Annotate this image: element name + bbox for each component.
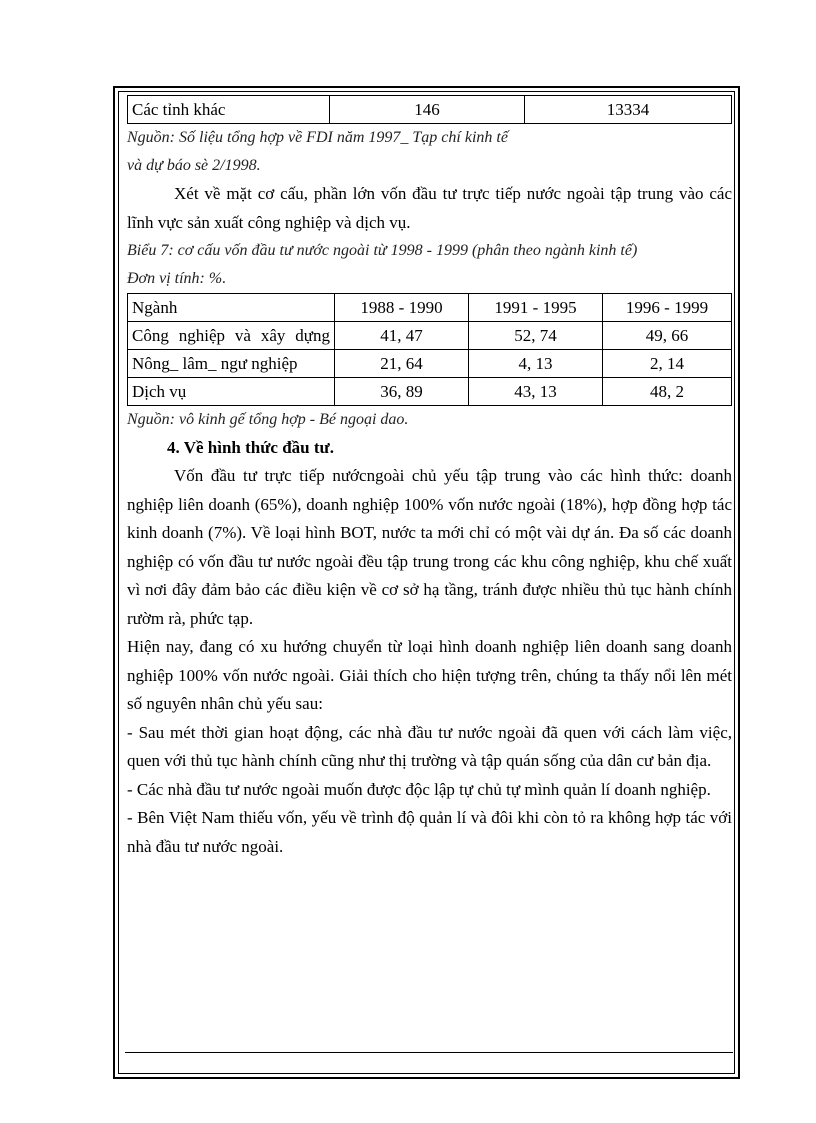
header-1996-1999: 1996 - 1999 [603,294,732,322]
value-cell: 48, 2 [603,378,732,406]
project-count-cell: 146 [330,96,525,124]
bullet-item: - Sau mét thời gian hoạt động, các nhà đầu tư nước ngoài đã quen với cách làm việc, quen với thủ tục hành chính cũng như thị trường và tập quán sống của dân cư bản địa. [127,722,732,770]
source-note-2: Nguồn: vô kinh gế tổng hợp - Bé ngoại dao. [127,411,409,428]
table-row [128,96,732,124]
source-note-1a: Nguồn: Số liệu tổng hợp về FDI năm 1997_ Tạp chí kinh tế [127,129,508,146]
table-row [128,322,732,350]
paragraph-trend: Hiện nay, đang có xu hướng chuyển từ loại hình doanh nghiệp liên doanh sang doanh nghiệp 100% vốn nước ngoài. Giải thích cho hiện tượng trên, chúng ta thấy nổi lên mét số nguyên nhân chủ yếu sau: [127,637,732,713]
paragraph-structure: Xét về mặt cơ cấu, phần lớn vốn đầu tư trực tiếp nước ngoài tập trung vào các lĩnh vực sản xuất công nghiệp và dịch vụ. [127,184,732,232]
table-header-row [128,294,732,322]
footer-rule [125,1052,733,1053]
bullet-item: - Các nhà đầu tư nước ngoài muốn được độc lập tự chủ tự mình quản lí doanh nghiệp. [127,779,711,799]
value-cell: 52, 74 [469,322,603,350]
table-row [128,378,732,406]
value-cell: 4, 13 [469,350,603,378]
capital-cell: 13334 [525,96,732,124]
province-name-cell: Các tỉnh khác [128,96,330,124]
paragraph-investment-forms: Vốn đầu tư trực tiếp nướcngoài chủ yếu tập trung vào các hình thức: doanh nghiệp liên doanh (65%), doanh nghiệp 100% vốn nước ngoài (18%), hợp đồng hợp tác kinh doanh (7%). Về loại hình BOT, nước ta mới chỉ có một vài dự án. Đa số các doanh nghiệp có vốn đầu tư nước ngoài đều tập trung trong các khu công nghiệp, khu chế xuất vì nơi đây đảm bảo các điều kiện về cơ sở hạ tầng, tránh được nhiều thủ tục hành chính rườm rà, phức tạp. [127,466,732,628]
province-table [127,95,732,124]
page-content [127,95,732,861]
sector-name-cell: Nông_ lâm_ ngư nghiệp [128,350,335,378]
chart-caption: Biểu 7: cơ cấu vốn đầu tư nước ngoài từ 1998 - 1999 (phân theo ngành kinh tế) [127,242,638,259]
sector-name-cell: Dịch vụ [128,378,335,406]
value-cell: 2, 14 [603,350,732,378]
header-1991-1995: 1991 - 1995 [469,294,603,322]
bullet-item: - Bên Việt Nam thiếu vốn, yếu về trình độ quản lí và đôi khi còn tỏ ra không hợp tác với nhà đầu tư nước ngoài. [127,808,732,856]
section-heading: 4. Về hình thức đầu tư. [167,438,334,457]
sector-name-cell: Công nghiệp và xây dựng [128,322,335,350]
value-cell: 21, 64 [335,350,469,378]
sector-structure-table [127,293,732,406]
value-cell: 36, 89 [335,378,469,406]
header-1988-1990: 1988 - 1990 [335,294,469,322]
table-row [128,350,732,378]
value-cell: 43, 13 [469,378,603,406]
unit-note: Đơn vị tính: %. [127,270,227,287]
value-cell: 41, 47 [335,322,469,350]
header-sector: Ngành [128,294,335,322]
source-note-1b: và dự báo sè 2/1998. [127,157,261,174]
value-cell: 49, 66 [603,322,732,350]
